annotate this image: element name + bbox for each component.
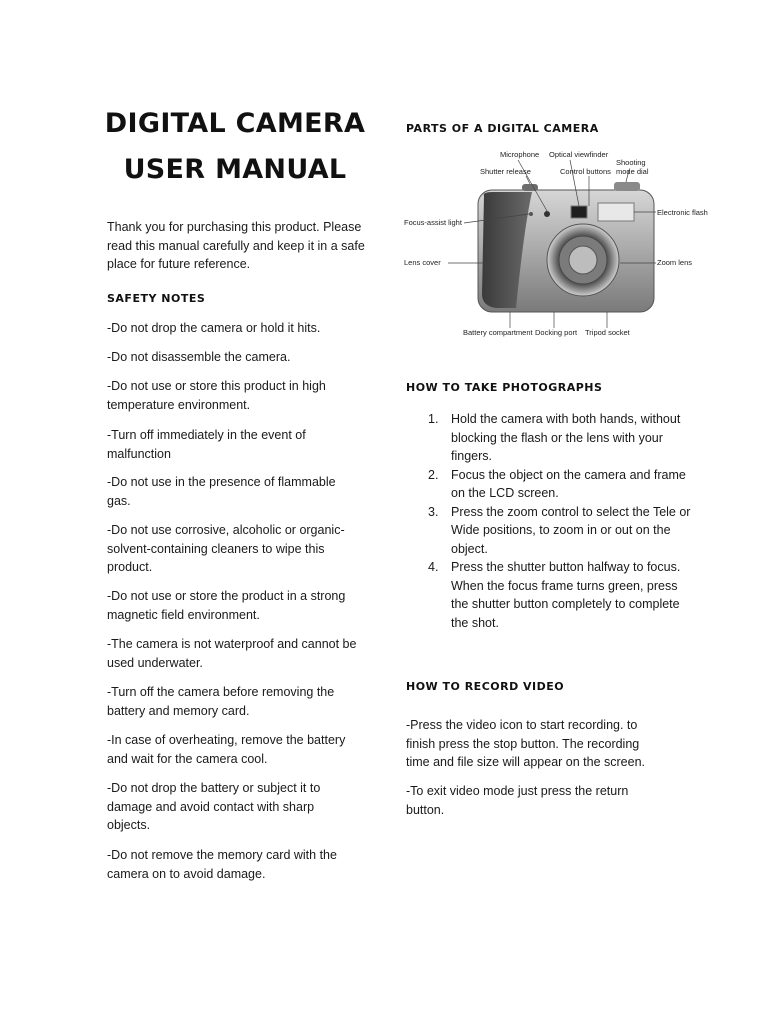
- safety-item: -The camera is not waterproof and cannot be used underwater.: [107, 637, 357, 670]
- list-item: [406, 466, 696, 503]
- safety-item: -Do not use or store the product in a strong magnetic field environment.: [107, 589, 346, 622]
- label-tripod-socket: Tripod socket: [585, 328, 630, 337]
- safety-item: -Do not drop the battery or subject it to damage and avoid contact with sharp objects.: [107, 781, 321, 832]
- safety-item: -Do not remove the memory card with the camera on to avoid damage.: [107, 848, 337, 881]
- step-number: 2.: [428, 467, 439, 482]
- step-text: Press the shutter button halfway to focus. When the focus frame turns green, press the shutter button completely to complete the shot.: [451, 560, 681, 630]
- label-microphone: Microphone: [500, 150, 540, 159]
- intro-paragraph: Thank you for purchasing this product. Please read this manual carefully and keep it in a safe place for future reference.: [107, 220, 365, 271]
- parts-heading: PARTS OF A DIGITAL CAMERA: [406, 122, 599, 135]
- label-battery-compartment: Battery compartment: [463, 328, 533, 337]
- label-electronic-flash: Electronic flash: [657, 208, 708, 217]
- list-item: [406, 410, 696, 466]
- label-optical-viewfinder: Optical viewfinder: [549, 150, 609, 159]
- mode-dial: [614, 182, 640, 191]
- focus-assist-light: [529, 212, 533, 216]
- video-item: -Press the video icon to start recording. to finish press the stop button. The recording time and file size will appear on the screen.: [406, 718, 646, 769]
- safety-item: -Do not use or store this product in high temperature environment.: [107, 379, 326, 412]
- safety-item: -Turn off the camera before removing the battery and memory card.: [107, 685, 335, 718]
- electronic-flash: [598, 203, 634, 221]
- camera-diagram: [404, 148, 716, 340]
- label-docking-port: Docking port: [535, 328, 578, 337]
- safety-item: -Do not use in the presence of flammable gas.: [107, 475, 336, 508]
- label-shooting-mode-dial: Shooting mode dial: [616, 158, 649, 176]
- microphone: [544, 211, 550, 217]
- video-heading: HOW TO RECORD VIDEO: [406, 680, 565, 693]
- label-control-buttons: Control buttons: [560, 167, 611, 176]
- document-title-line-1: DIGITAL CAMERA: [104, 108, 366, 139]
- step-number: 4.: [428, 560, 439, 574]
- label-shutter-release: Shutter release: [480, 167, 531, 176]
- safety-item: -In case of overheating, remove the battery and wait for the camera cool.: [107, 733, 346, 766]
- video-item: -To exit video mode just press the return button.: [406, 784, 629, 817]
- shutter-release-button: [522, 184, 538, 191]
- list-item: [406, 503, 696, 559]
- photographs-heading: HOW TO TAKE PHOTOGRAPHS: [406, 381, 603, 394]
- step-text: Press the zoom control to select the Tele or Wide positions, to zoom in or out on the object.: [451, 504, 691, 556]
- list-item: [406, 558, 696, 632]
- label-lens-cover: Lens cover: [404, 258, 441, 267]
- camera-illustration: [404, 148, 716, 340]
- step-number: 3.: [428, 504, 439, 519]
- step-number: 1.: [428, 412, 439, 426]
- document-title-line-2: USER MANUAL: [123, 154, 347, 185]
- optical-viewfinder: [571, 206, 587, 218]
- step-text: Hold the camera with both hands, without blocking the flash or the lens with your fingers.: [451, 412, 681, 463]
- photograph-steps-list: [406, 410, 696, 632]
- label-zoom-lens: Zoom lens: [657, 258, 693, 267]
- step-text: Focus the object on the camera and frame on the LCD screen.: [451, 467, 686, 500]
- safety-item: -Do not drop the camera or hold it hits.: [107, 321, 321, 335]
- safety-item: -Do not use corrosive, alcoholic or organic-solvent-containing cleaners to wipe this product.: [107, 523, 345, 574]
- safety-item: -Turn off immediately in the event of malfunction: [107, 428, 306, 461]
- safety-item: -Do not disassemble the camera.: [107, 350, 291, 364]
- safety-notes-heading: SAFETY NOTES: [107, 292, 206, 305]
- label-focus-assist-light: Focus-assist light: [404, 218, 462, 227]
